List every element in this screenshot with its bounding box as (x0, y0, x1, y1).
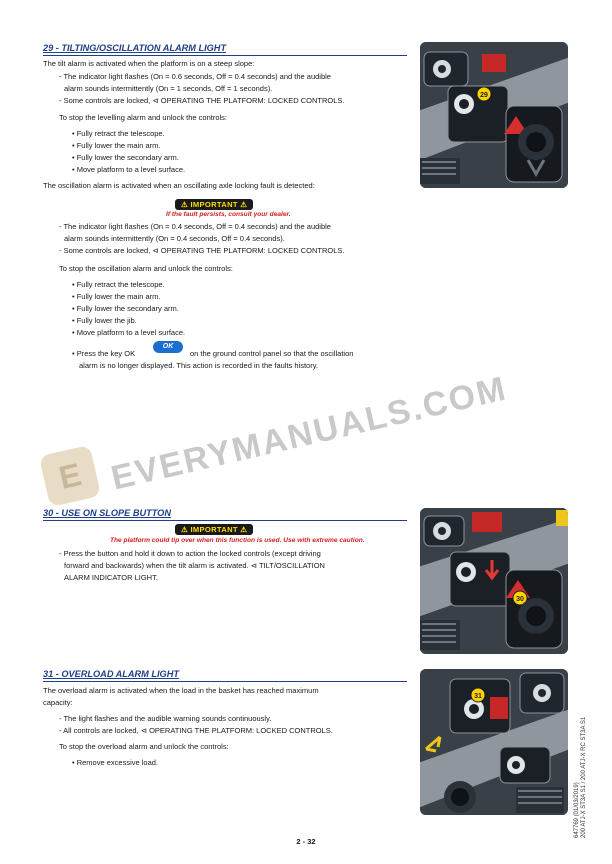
warning-text-30: The platform could tip over when this function is used. Use with extreme caution. (110, 537, 365, 544)
sec29-oscillation-intro: The oscillation alarm is activated when an oscillating axle locking fault is detected: (43, 181, 315, 190)
warning-text: If the fault persists, consult your dealer. (166, 211, 291, 218)
sec29-osc-bullet-2: - Some controls are locked, ⊲ OPERATING THE PLATFORM: LOCKED CONTROLS. (59, 246, 345, 255)
sec31-stop: To stop the overload alarm and unlock the controls: (59, 742, 229, 751)
section-31-rule (43, 681, 407, 682)
sec29-step-1: • Fully retract the telescope. (72, 129, 165, 138)
sec29-step-2: • Fully lower the main arm. (72, 141, 161, 150)
sec31-intro-2: capacity: (43, 698, 73, 707)
sec31-step-1: • Remove excessive load. (72, 758, 158, 767)
sec29-bullet-1a: - The indicator light flashes (On = 0.6 seconds, Off = 0.4 seconds) and the audible (59, 72, 331, 81)
sec29-osc-step-6a: • Press the key OK (72, 349, 136, 358)
sec29-osc-step-6b: on the ground control panel so that the oscillation (190, 349, 354, 358)
sec29-osc-step-1: • Fully retract the telescope. (72, 280, 165, 289)
sec31-bullet-2: - All controls are locked, ⊲ OPERATING THE PLATFORM: LOCKED CONTROLS. (59, 726, 333, 735)
sec29-osc-bullet-1a: - The indicator light flashes (On = 0.4 seconds, Off = 0.4 seconds) and the audible (59, 222, 331, 231)
watermark-text: EVERYMANUALS.COM (107, 369, 511, 498)
sec29-intro: The tilt alarm is activated when the platform is on a steep slope: (43, 59, 255, 68)
sec29-osc-step-6c: alarm is no longer displayed. This action is recorded in the faults history. (79, 361, 319, 370)
sec29-stop: To stop the levelling alarm and unlock the controls: (59, 113, 228, 122)
sec29-osc-step-3: • Fully lower the secondary arm. (72, 304, 179, 313)
callout-31-label: 31 (474, 693, 482, 700)
page-number: 2 - 32 (296, 837, 316, 846)
document-reference (574, 717, 588, 838)
sec29-osc-step-2: • Fully lower the main arm. (72, 292, 161, 301)
section-29-rule (43, 55, 407, 56)
sec30-text-2: forward and backwards) when the tilt alarm is activated. ⊲ TILT/OSCILLATION (64, 561, 325, 570)
ok-key-icon: OK (153, 341, 183, 353)
section-29-title: 29 - TILTING/OSCILLATION ALARM LIGHT (43, 43, 227, 53)
sec29-osc-step-4: • Fully lower the jib. (72, 316, 137, 325)
section-30-rule (43, 520, 407, 521)
model-code: 200 ATJ-X ST3A S1 / 200 ATJ-X RC ST3A S1 (581, 716, 587, 838)
control-panel-photo-31 (420, 669, 568, 815)
important-badge-30: ⚠ IMPORTANT ⚠ (175, 524, 253, 535)
section-31-title: 31 - OVERLOAD ALARM LIGHT (43, 669, 179, 679)
important-badge: ⚠ IMPORTANT ⚠ (175, 199, 253, 210)
sec29-step-3: • Fully lower the secondary arm. (72, 153, 179, 162)
sec29-bullet-1b: alarm sounds intermittently (On = 1 seconds, Off = 1 seconds). (64, 84, 273, 93)
section-30-title: 30 - USE ON SLOPE BUTTON (43, 508, 171, 518)
sec31-bullet-1: - The light flashes and the audible warning sounds continuously. (59, 714, 272, 723)
control-panel-photo-30 (420, 508, 568, 654)
control-panel-photo-29 (420, 42, 568, 188)
sec30-text-1: - Press the button and hold it down to action the locked controls (except driving (59, 549, 321, 558)
sec31-intro-1: The overload alarm is activated when the load in the basket has reached maximum (43, 686, 319, 695)
sec29-bullet-2: - Some controls are locked, ⊲ OPERATING THE PLATFORM: LOCKED CONTROLS. (59, 96, 345, 105)
sec29-step-4: • Move platform to a level surface. (72, 165, 186, 174)
callout-30-label: 30 (516, 596, 524, 603)
watermark-logo: E (39, 445, 101, 507)
document-code: 647769 (01/03/2019) (574, 782, 580, 838)
sec29-osc-bullet-1b: alarm sounds intermittently (On = 0.4 seconds, Off = 0.4 seconds). (64, 234, 285, 243)
sec30-text-3: ALARM INDICATOR LIGHT. (64, 573, 158, 582)
sec29-osc-step-5: • Move platform to a level surface. (72, 328, 186, 337)
sec29-osc-stop: To stop the oscillation alarm and unlock the controls: (59, 264, 233, 273)
callout-29-label: 29 (480, 92, 488, 99)
